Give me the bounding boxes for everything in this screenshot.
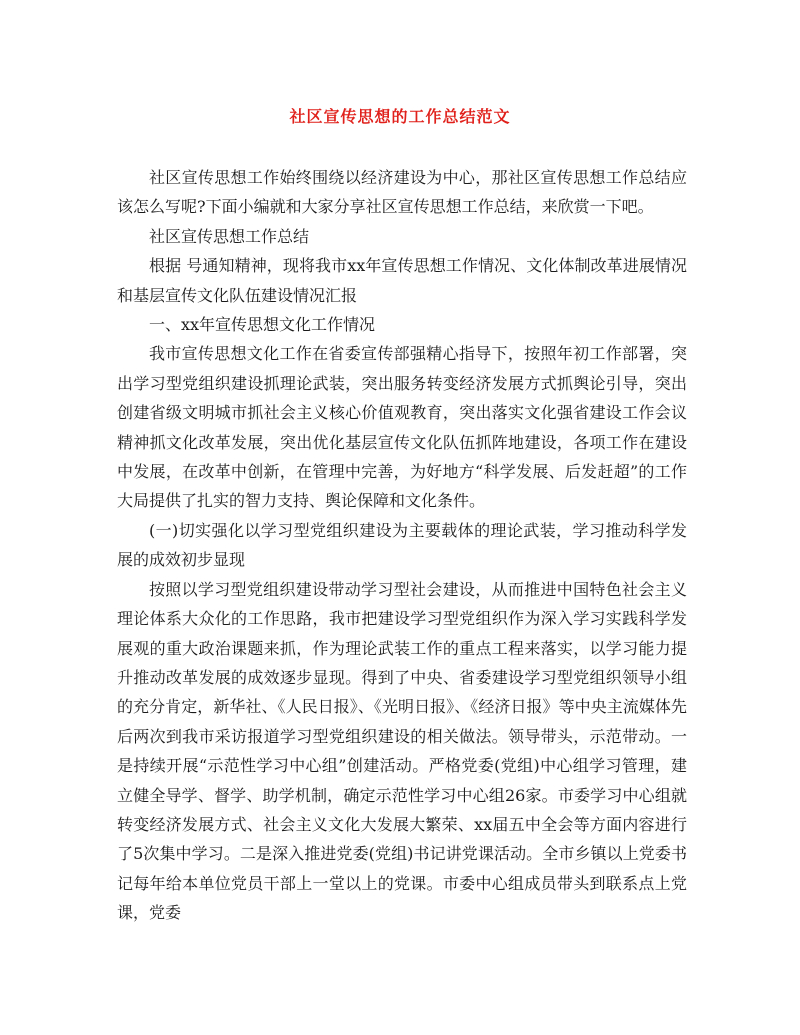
point-one-heading: (一)切实强化以学习型党组织建设为主要载体的理论武装，学习推动科学发展的成效初步显现	[117, 520, 687, 570]
intro-paragraph: 社区宣传思想工作始终围绕以经济建设为中心，那社区宣传思想工作总结应该怎么写呢?下面小编就和大家分享社区宣传思想工作总结，来欣赏一下吧。	[117, 168, 687, 217]
subsection-heading: 一、xx年宣传思想文化工作情况	[149, 315, 376, 335]
document-title: 社区宣传思想的工作总结范文	[289, 107, 511, 126]
overview-paragraph: 我市宣传思想文化工作在省委宣传部强精心指导下，按照年初工作部署，突出学习型党组织建设抓理论武装，突出服务转变经济发展方式抓舆论引导，突出创建省级文明城市抓社会主义核心价值观教育，突出落实文化强省建设工作会议精神抓文化改革发展，突出优化基层宣传文化队伍抓阵地建设，各项工作在建设中发展，在改革中创新，在管理中完善，为好地方“科学发展、后发赶超”的工作大局提供了扎实的智力支持、舆论保障和文化条件。	[117, 344, 687, 511]
document-body	[117, 163, 687, 928]
point-one-paragraph: 按照以学习型党组织建设带动学习型社会建设，从而推进中国特色社会主义理论体系大众化的工作思路，我市把建设学习型党组织作为深入学习实践科学发展观的重大政治课题来抓，作为理论武装工作的重点工程来落实，以学习能力提升推动改革发展的成效逐步显现。得到了中央、省委建设学习型党组织领导小组的充分肯定，新华社、《人民日报》、《光明日报》、《经济日报》等中央主流媒体先后两次到我市采访报道学习型党组织建设的相关做法。领导带头，示范带动。一是持续开展“示范性学习中心组”创建活动。严格党委(党组)中心组学习管理，建立健全导学、督学、助学机制，确定示范性学习中心组26家。市委学习中心组就转变经济发展方式、社会主义文化大发展大繁荣、xx届五中全会等方面内容进行了5次集中学习。二是深入推进党委(党组)书记讲党课活动。全市乡镇以上党委书记每年给本单位党员干部上一堂以上的党课。市委中心组成员带头到联系点上党课，党委	[117, 579, 687, 923]
report-intro-paragraph: 根据 号通知精神，现将我市xx年宣传思想工作情况、文化体制改革进展情况和基层宣传文化队伍建设情况汇报	[117, 256, 687, 305]
section-heading: 社区宣传思想工作总结	[149, 226, 310, 246]
